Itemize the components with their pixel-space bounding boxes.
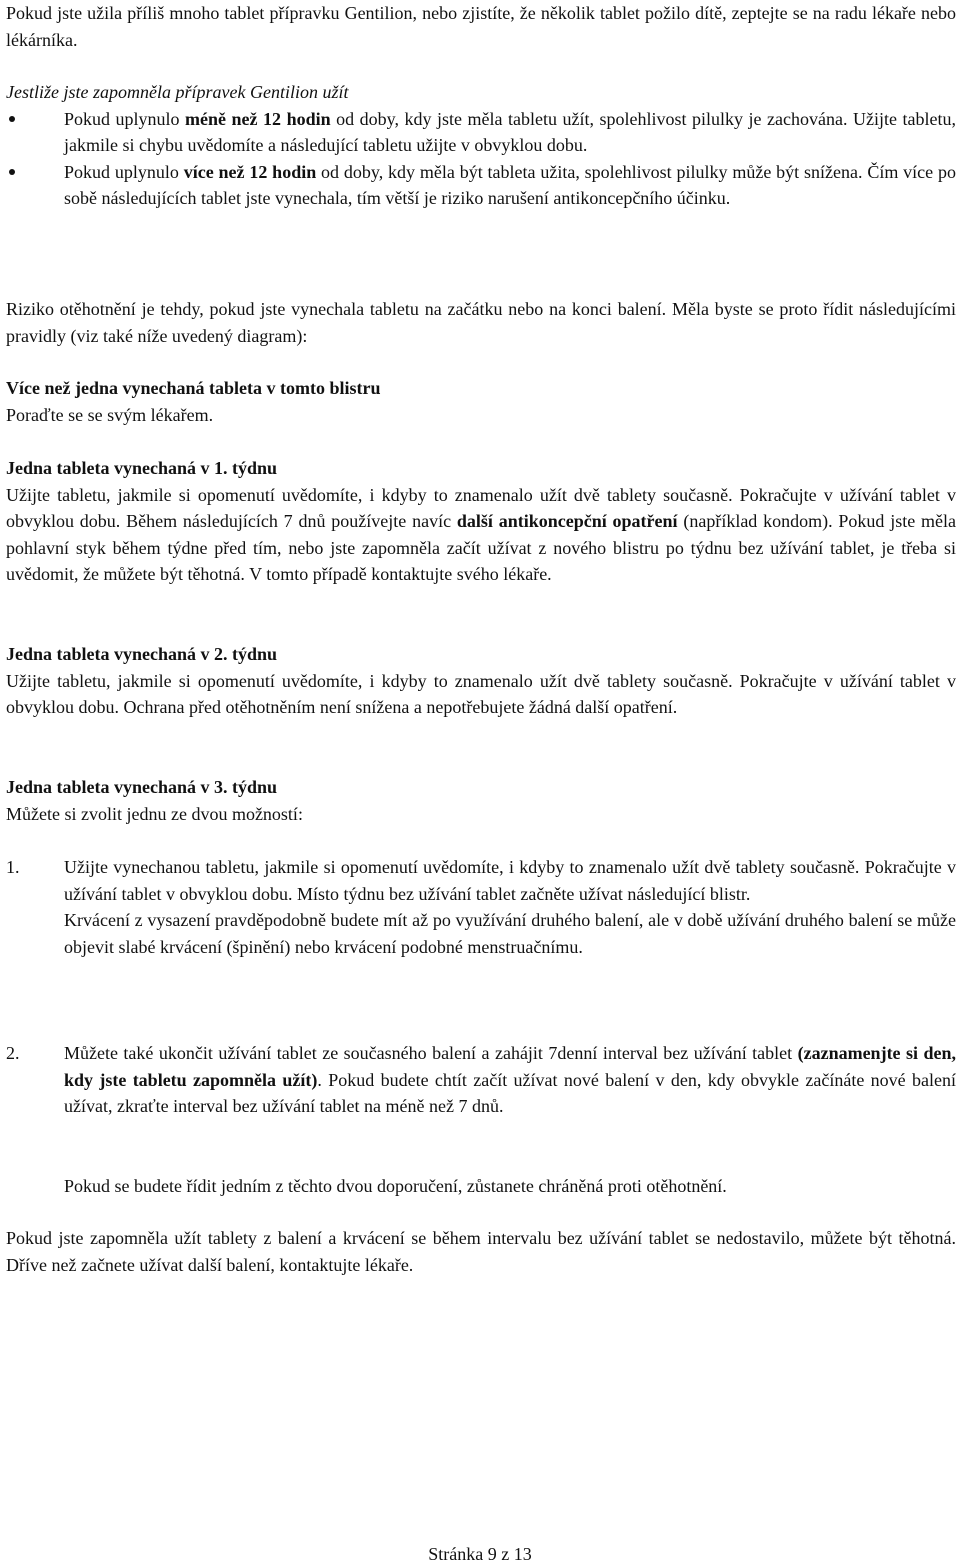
more-than-one-section	[6, 375, 956, 428]
week2-heading	[6, 641, 956, 668]
option-1-bleeding-text: Krvácení z vysazení pravděpodobně budete mít až po využívání druhého balení, ale v době užívání druhého balení se může objevit slabé krvácení (špinění) nebo krvácení podobné menstruačnímu.	[64, 910, 956, 957]
summary-paragraph	[6, 1173, 956, 1200]
section-heading: Více než jedna vynechaná tableta v tomto blistru	[6, 378, 381, 398]
option-1-text	[6, 854, 956, 907]
week3-heading	[6, 774, 956, 801]
week1-bold-text: další antikoncepční opatření	[456, 511, 678, 531]
option-bold-text: (zaznamenjte si den, kdy jste tabletu zapomněla užít)	[64, 1043, 956, 1090]
bullet-less-than-12h	[6, 106, 956, 159]
section-heading: Jedna tableta vynechaná v 2. týdnu	[6, 644, 278, 664]
final-text: Pokud jste zapomněla užít tablety z balení a krvácení se během intervalu bez užívání tablet se nedostavilo, můžete být těhotná. Dříve než začnete užívat další balení, kontaktujte lékaře.	[6, 1228, 956, 1275]
option-2-text	[6, 1040, 956, 1120]
bullet-text: od doby, kdy měla být tableta užita, spolehlivost pilulky může být snížena. Čím více po sobě následujících tablet jste vynechala, tím větší je riziko narušení antikoncepčního účinku.	[64, 161, 956, 208]
option-text: . Pokud budete chtít začít užívat nové balení v den, kdy obvykle začínáte nové balení užívat, zkraťte interval bez užívání tablet na méně než 7 dnů.	[64, 1069, 956, 1116]
week2-text: Užijte tabletu, jakmile si opomenutí uvědomíte, i kdyby to znamenalo užít dvě tablety současně. Pokračujte v užívání tablet v obvyklou dobu. Ochrana před otěhotněním není snížena a nepotřebujete žádná další opatření.	[6, 670, 956, 717]
more-than-one-heading	[6, 375, 956, 402]
option-text: Můžete také ukončit užívání tablet ze současného balení a zahájit 7denní interval bez užívání tablet	[64, 1043, 798, 1063]
option-2	[6, 1040, 956, 1120]
week3-text: Můžete si zvolit jednu ze dvou možností:	[6, 803, 303, 824]
page-number: Stránka 9 z 13	[428, 1544, 532, 1564]
week1-section	[6, 455, 956, 588]
more-than-one-text: Poraďte se se svým lékařem.	[6, 404, 214, 425]
option-text: Užijte vynechanou tabletu, jakmile si opomenutí uvědomíte, i kdyby to znamenalo užít dvě tablety současně. Pokračujte v užívání tablet v obvyklou dobu. Místo týdnu bez užívání tablet začněte užívat následující blistr.	[64, 857, 956, 904]
section-heading: Jedna tableta vynechaná v 1. týdnu	[6, 458, 278, 478]
overdose-text: Pokud jste užila příliš mnoho tablet přípravku Gentilion, nebo zjistíte, že několik tablet požilo dítě, zeptejte se na radu lékaře nebo lékárníka.	[6, 3, 956, 50]
bullet-text: Pokud uplynulo	[64, 108, 186, 129]
forgot-bullet-list	[6, 106, 956, 212]
risk-text: Riziko otěhotnění je tehdy, pokud jste vynechala tabletu na začátku nebo na konci balení. Měla byste se proto řídit následujícími pravidly (viz také níže uvedený diagram):	[6, 299, 956, 346]
bullet-bold-text: méně než 12 hodin	[185, 108, 331, 129]
overdose-paragraph	[6, 0, 956, 53]
option-1	[6, 854, 956, 960]
forgot-section	[6, 79, 956, 212]
week1-text-part: Užijte tabletu, jakmile si opomenutí uvědomíte, i kdyby to znamenalo užít dvě tablety současně. Pokračujte v užívání tablet v obvyklou dobu. Během následujících 7 dnů používejte navíc	[6, 484, 956, 531]
week1-heading	[6, 455, 956, 482]
bullet-text: Pokud uplynulo	[64, 161, 184, 182]
option-number: 2.	[6, 1043, 20, 1063]
risk-paragraph	[6, 296, 956, 349]
week1-text-part: (například kondom). Pokud jste měla pohlavní styk během týdne před tím, nebo jste zapomněla začít užívat z nového blistru po týdnu bez užívání tablet, je třeba si uvědomit, že můžete být těhotná. V tomto případě kontaktujte svého lékaře.	[6, 511, 957, 584]
option-number: 1.	[6, 857, 20, 877]
section-heading: Jedna tableta vynechaná v 3. týdnu	[6, 777, 278, 797]
summary-text: Pokud se budete řídit jedním z těchto dvou doporučení, zůstanete chráněná proti otěhotnění.	[64, 1176, 727, 1196]
week1-text	[6, 482, 956, 588]
final-paragraph	[6, 1225, 956, 1278]
bullet-more-than-12h	[6, 159, 956, 212]
week2-section	[6, 641, 956, 721]
bullet-bold-text: více než 12 hodin	[183, 161, 317, 182]
bullet-text: od doby, kdy jste měla tabletu užít, spolehlivost pilulky je zachována. Užijte tabletu, jakmile si chybu uvědomíte a následující tabletu užijte v obvyklou dobu.	[64, 108, 956, 155]
week3-section	[6, 774, 956, 827]
forgot-heading: Jestliže jste zapomněla přípravek Gentilion užít	[6, 82, 349, 102]
